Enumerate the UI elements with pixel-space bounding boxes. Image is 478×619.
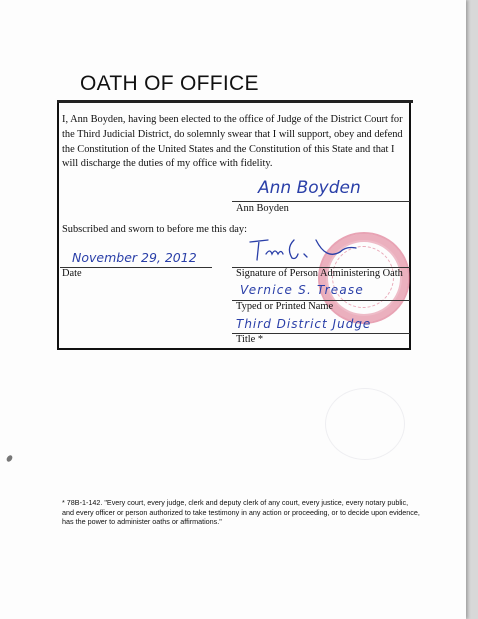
officer-signature-line (232, 201, 410, 202)
date-label: Date (62, 268, 82, 279)
page-title: OATH OF OFFICE (80, 72, 259, 95)
administrator-signature-label: Signature of Person Administering Oath (236, 268, 403, 279)
printed-name-label: Typed or Printed Name (236, 301, 334, 312)
seal-bleedthrough (325, 388, 405, 460)
stray-mark (5, 454, 13, 463)
oath-paragraph: I, Ann Boyden, having been elected to the office of Judge of the District Court for the Third Judicial District, do solemnly swear that I will support, obey and defend the Constitution of the United States and the Constitution of this State and that I will discharge the duties of my office with fidelity. (62, 114, 403, 170)
title-label: Title * (236, 334, 264, 345)
date-handwritten: November 29, 2012 (72, 250, 197, 265)
officer-signature: Ann Boyden (258, 178, 361, 198)
administrator-title: Third District Judge (236, 317, 372, 331)
administrator-signature-scrawl (246, 232, 366, 268)
administrator-printed-name: Vernice S. Trease (240, 283, 364, 297)
officer-name-label: Ann Boyden (236, 203, 289, 214)
date-line (60, 267, 212, 268)
subscribed-text: Subscribed and sworn to before me this day: (62, 224, 247, 235)
footnote: * 78B-1-142. "Every court, every judge, clerk and deputy clerk of any court, every justice, every notary public, and every officer or person authorized to take testimony in any action or proceeding, or to decide upon evidence, has the power to administer oaths or affirmations." (62, 498, 420, 527)
